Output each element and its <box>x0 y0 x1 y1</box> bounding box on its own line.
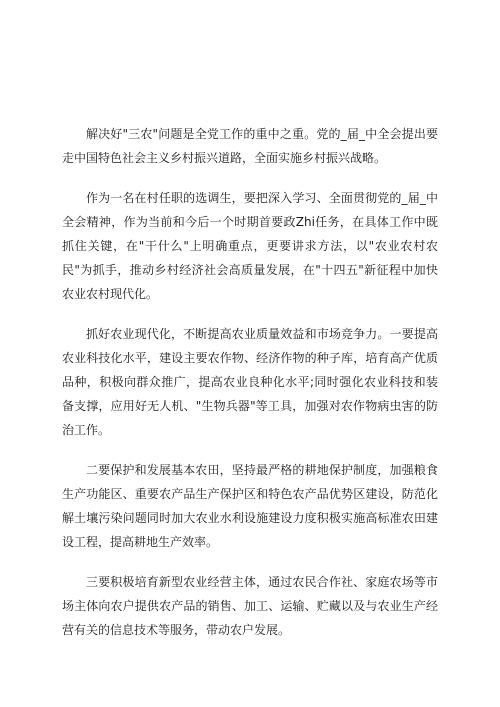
paragraph-5: 三要积极培育新型农业经营主体，通过农民合作社、家庭农场等市场主体向农户提供农产品的销售、加工、运输、贮藏以及与农业生产经营有关的信息技术等服务，带动农户发展。 <box>62 575 438 637</box>
document-body <box>62 122 438 658</box>
paragraph-1: 解决好"三农"问题是全党工作的重中之重。党的_届_中全会提出要走中国特色社会主义乡村振兴道路，全面实施乡村振兴战略。 <box>62 127 438 165</box>
paragraph-3: 抓好农业现代化，不断提高农业质量效益和市场竞争力。一要提高农业科技化水平，建设主要农作物、经济作物的种子库，培育高产优质品种，积极向群众推广，提高农业良种化水平;同时强化农业科技和装备支撑，应用好无人机、"生物兵器"等工具，加强对农作物病虫害的防治工作。 <box>62 327 438 437</box>
paragraph-4: 二要保护和发展基本农田，坚持最严格的耕地保护制度，加强粮食生产功能区、重要农产品生产保护区和特色农产品优势区建设，防范化解土壤污染问题同时加大农业水利设施建设力度积极实施高标准农田建设工程，提高耕地生产效率。 <box>62 463 438 549</box>
paragraph-2: 作为一名在村任职的选调生，要把深入学习、全面贯彻党的_届_中全会精神，作为当前和今后一个时期首要政Zhi任务，在具体工作中既抓住关键，在"干什么"上明确重点，更要讲求方法，以"农业农村农民"为抓手，推动乡村经济社会高质量发展，在"十四五"新征程中加快农业农村现代化。 <box>62 191 438 301</box>
